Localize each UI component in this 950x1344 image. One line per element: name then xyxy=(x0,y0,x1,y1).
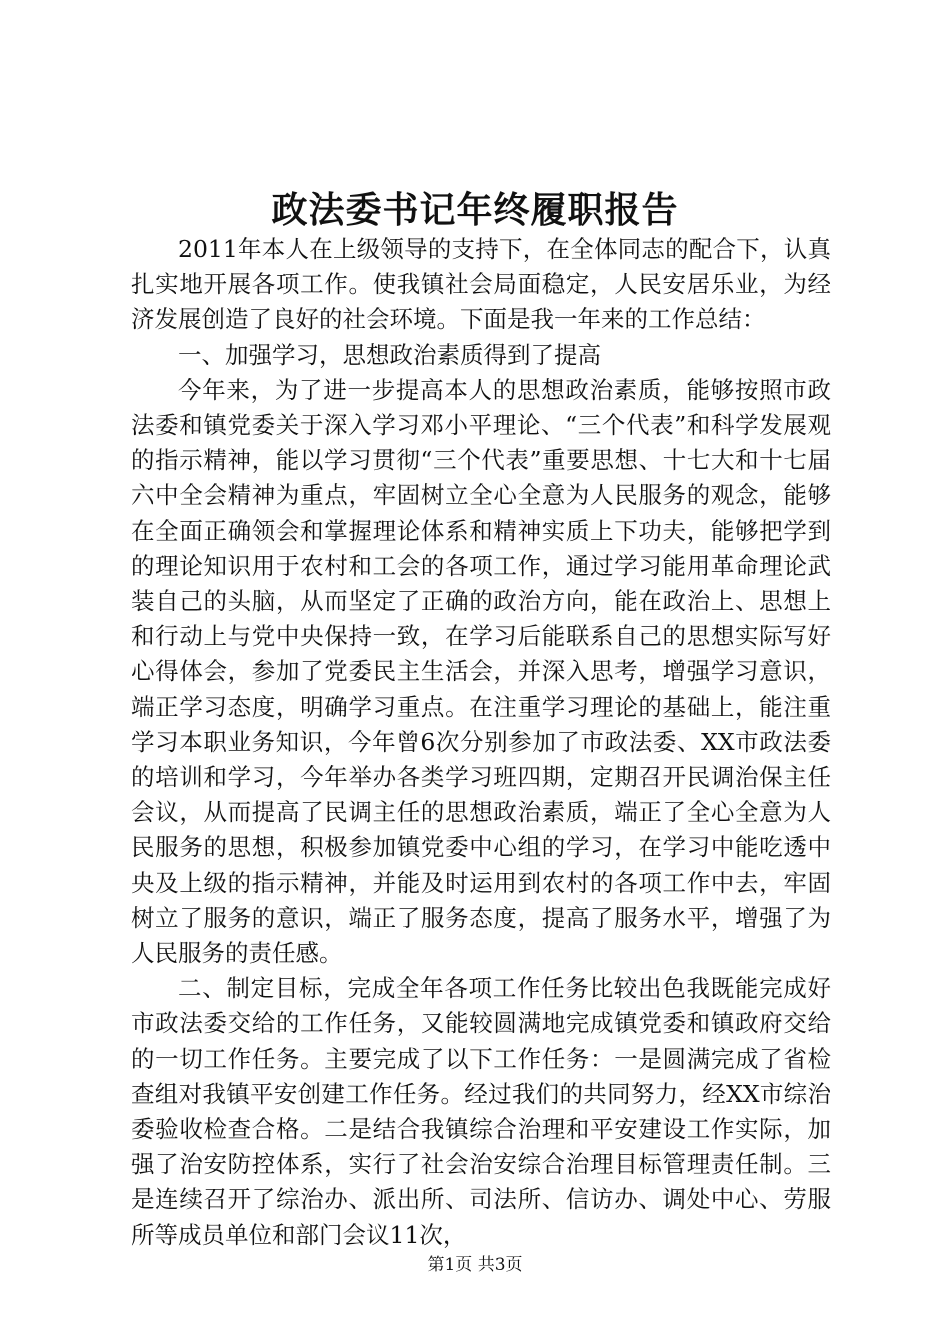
section-heading-2-paragraph: 二、制定目标，完成全年各项工作任务比较出色我既能完成好市政法委交给的工作任务，又能较圆满地完成镇党委和镇政府交给的一切工作任务。主要完成了以下工作任务：一是圆满完成了省检查组对我镇平安创建工作任务。经过我们的共同努力，经XX市综治委验收检查合格。二是结合我镇综合治理和平安建设工作实际，加强了治安防控体系，实行了社会治安综合治理目标管理责任制。三是连续召开了综治办、派出所、司法所、信访办、调处中心、劳服所等成员单位和部门会议11次， xyxy=(131,974,831,1249)
document-title: 政法委书记年终履职报告 xyxy=(271,189,679,231)
section-heading-1: 一、加强学习，思想政治素质得到了提高 xyxy=(178,340,601,369)
paragraph-study: 今年来，为了进一步提高本人的思想政治素质，能够按照市政法委和镇党委关于深入学习邓小平理论、“三个代表”和科学发展观的指示精神，能以学习贯彻“三个代表”重要思想、十七大和十七届六中全会精神为重点，牢固树立全心全意为人民服务的观念，能够在全面正确领会和掌握理论体系和精神实质上下功夫，能够把学到的理论知识用于农村和工会的各项工作，通过学习能用革命理论武装自己的头脑，从而坚定了正确的政治方向，能在政治上、思想上和行动上与党中央保持一致，在学习后能联系自己的思想实际写好心得体会，参加了党委民主生活会，并深入思考，增强学习意识，端正学习态度，明确学习重点。在注重学习理论的基础上，能注重学习本职业务知识，今年曾6次分别参加了市政法委、XX市政法委的培训和学习，今年举办各类学习班四期，定期召开民调治保主任会议，从而提高了民调主任的思想政治素质，端正了全心全意为人民服务的思想，积极参加镇党委中心组的学习，在学习中能吃透中央及上级的指示精神，并能及时运用到农村的各项工作中去，牢固树立了服务的意识，端正了服务态度，提高了服务水平，增强了为人民服务的责任感。 xyxy=(131,375,831,968)
document-body xyxy=(131,232,831,1253)
page-number-footer: 第1页 共3页 xyxy=(427,1255,523,1275)
paragraph-intro: 2011年本人在上级领导的支持下，在全体同志的配合下，认真扎实地开展各项工作。使我镇社会局面稳定，人民安居乐业，为经济发展创造了良好的社会环境。下面是我一年来的工作总结： xyxy=(131,235,831,334)
